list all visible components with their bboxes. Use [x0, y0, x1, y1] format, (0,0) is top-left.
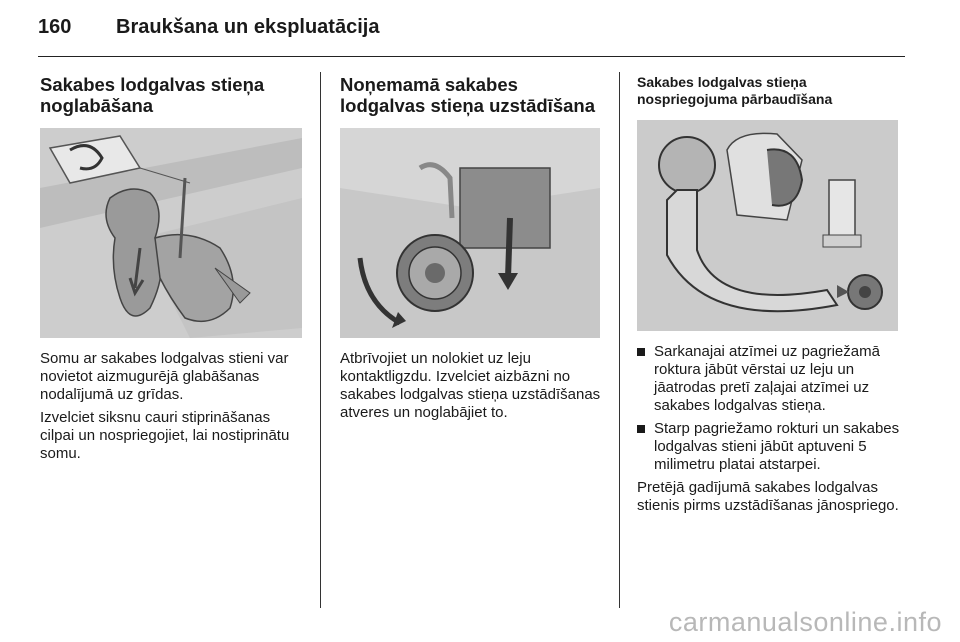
tension-check-paragraph: Pretējā gadījumā sakabes lodgalvas stienis pirms uzstādīšanas jānospriego. — [637, 479, 899, 514]
list-item — [637, 343, 902, 415]
bullet-square-icon — [637, 425, 645, 433]
list-item-text: Starp pagriežamo rokturi un sakabes lodgalvas stieni jābūt aptuveni 5 milimetru platai atstarpei. — [654, 420, 900, 473]
section-title: Braukšana un ekspluatācija — [116, 16, 380, 38]
storage-paragraph-2: Izvelciet siksnu cauri stiprināšanas cilpai un nospriegojiet, lai nostiprinātu somu. — [40, 409, 290, 462]
column-divider-1 — [320, 72, 321, 608]
tension-check-list — [637, 343, 902, 474]
heading-storage: Sakabes lodgalvas stieņa noglabāšana — [40, 74, 265, 116]
column-divider-2 — [619, 72, 620, 608]
list-item-text: Sarkanajai atzīmei uz pagriežamā roktura jābūt vērstai uz leju un jāatrodas pretī zaļajai atzīmei uz sakabes lodgalvas stieņa. — [654, 343, 880, 414]
page-header — [38, 16, 379, 39]
page-number: 160 — [38, 16, 72, 38]
column-installation — [340, 74, 605, 427]
installation-paragraph-1: Atbrīvojiet un nolokiet uz leju kontaktligzdu. Izvelciet aizbāzni no sakabes lodgalvas stieņa uzstādīšanas atveres un noglabājiet to. — [340, 350, 601, 421]
header-rule — [38, 56, 905, 57]
watermark: carmanualsonline.info — [668, 607, 942, 637]
illustration-towbar — [637, 120, 898, 331]
column-storage — [40, 74, 305, 468]
illustration-trunk-bag — [40, 128, 302, 338]
column-tension-check — [637, 74, 902, 520]
list-item — [637, 420, 902, 474]
bullet-square-icon — [637, 348, 645, 356]
illustration-socket — [340, 128, 600, 338]
heading-tension-check: Sakabes lodgalvas stieņa nospriegojuma pārbaudīšana — [637, 74, 833, 107]
storage-paragraph-1: Somu ar sakabes lodgalvas stieni var novietot aizmugurējā glabāšanas nodalījumā uz grīdas. — [40, 350, 289, 403]
heading-installation: Noņemamā sakabes lodgalvas stieņa uzstādīšana — [340, 74, 595, 116]
